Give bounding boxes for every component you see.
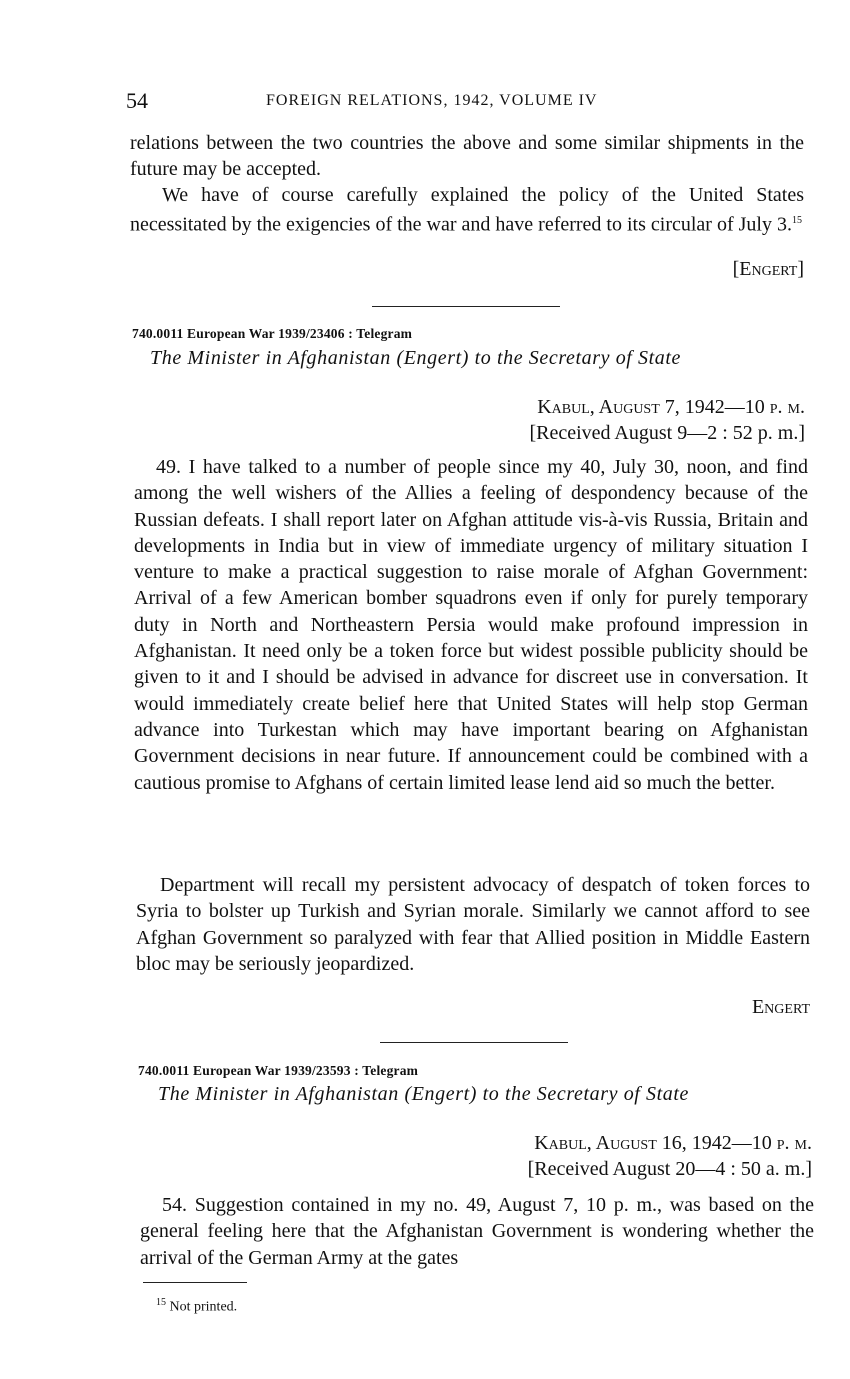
- intro-paragraph-2: [130, 182, 804, 238]
- doc1-signature: Engert: [751, 996, 810, 1018]
- page-header: [126, 88, 806, 118]
- intro-paragraph-2-text: We have of course carefully explained the policy of the United States necessitated by the exigencies of the war and have referred to its circular of July 3.: [130, 184, 804, 236]
- page-number: 54: [126, 88, 148, 113]
- doc1-received: [Received August 9—2 : 52 p. m.]: [529, 422, 805, 444]
- doc2-caption-suffix: ) to the Secretary of State: [469, 1083, 690, 1105]
- footnote-divider: [143, 1282, 247, 1283]
- doc2-caption: [158, 1083, 818, 1106]
- footnote: [156, 1297, 456, 1316]
- section-divider: [380, 1042, 568, 1043]
- intro-signature: [Engert]: [732, 258, 804, 280]
- doc2-received: [Received August 20—4 : 50 a. m.]: [527, 1158, 812, 1180]
- doc1-caption-name: Engert: [403, 347, 462, 369]
- doc2-paragraph-1: 54. Suggestion contained in my no. 49, August 7, 10 p. m., was based on the general feeling here that the Afghanistan Government is wondering whether the arrival of the German Army at the gates: [140, 1194, 814, 1269]
- doc2-file-reference: 740.0011 European War 1939/23593 : Telegram: [138, 1063, 419, 1078]
- doc1-paragraph-1: 49. I have talked to a number of people since my 40, July 30, noon, and find among the well wishers of the Allies a feeling of despondency because of the Russian defeats. I shall report later on Afghan attitude vis-à-vis Russia, Britain and developments in India but in view of immediate urgency of military situation I venture to make a practical suggestion to raise morale of Afghan Government: Arrival of a few American bomber squadrons even if only for purely temporary duty in North and Northeastern Persia would make profound impression in Afghanistan. It need only be a token force but widest possible publicity should be given to it and I should be advised in advance for discreet use in conversation. It would immediately create belief here that United States will help stop German advance into Turkestan which may have important bearing on Afghanistan Government decisions in near future. If announcement could be combined with a cautious promise to Afghans of certain limited lease lend aid so much the better.: [134, 456, 808, 794]
- doc1-paragraph-2: Department will recall my persistent advocacy of despatch of token forces to Syria to bolster up Turkish and Syrian morale. Similarly we cannot afford to see Afghan Government so paralyzed with fear that Allied position in Middle Eastern bloc may be seriously jeopardized.: [136, 874, 810, 975]
- running-title: FOREIGN RELATIONS, 1942, VOLUME IV: [266, 92, 598, 109]
- footnote-reference: 15: [791, 215, 802, 227]
- footnote-text: Not printed.: [169, 1299, 238, 1315]
- doc1-caption: [150, 347, 810, 370]
- footnote-marker: 15: [156, 1297, 166, 1308]
- doc2-caption-name: Engert: [411, 1083, 470, 1105]
- doc2-caption-prefix: The Minister in Afghanistan (: [158, 1083, 412, 1105]
- doc1-file-reference: 740.0011 European War 1939/23406 : Telegram: [132, 326, 413, 341]
- doc2-place-date: Kabul, August 16, 1942—10 p. m.: [534, 1132, 812, 1154]
- section-divider: [372, 306, 560, 307]
- doc1-caption-prefix: The Minister in Afghanistan (: [150, 347, 404, 369]
- intro-paragraph-1: relations between the two countries the above and some similar shipments in the future may be accepted.: [130, 132, 804, 181]
- doc1-place-date: Kabul, August 7, 1942—10 p. m.: [537, 396, 805, 418]
- doc1-caption-suffix: ) to the Secretary of State: [461, 347, 682, 369]
